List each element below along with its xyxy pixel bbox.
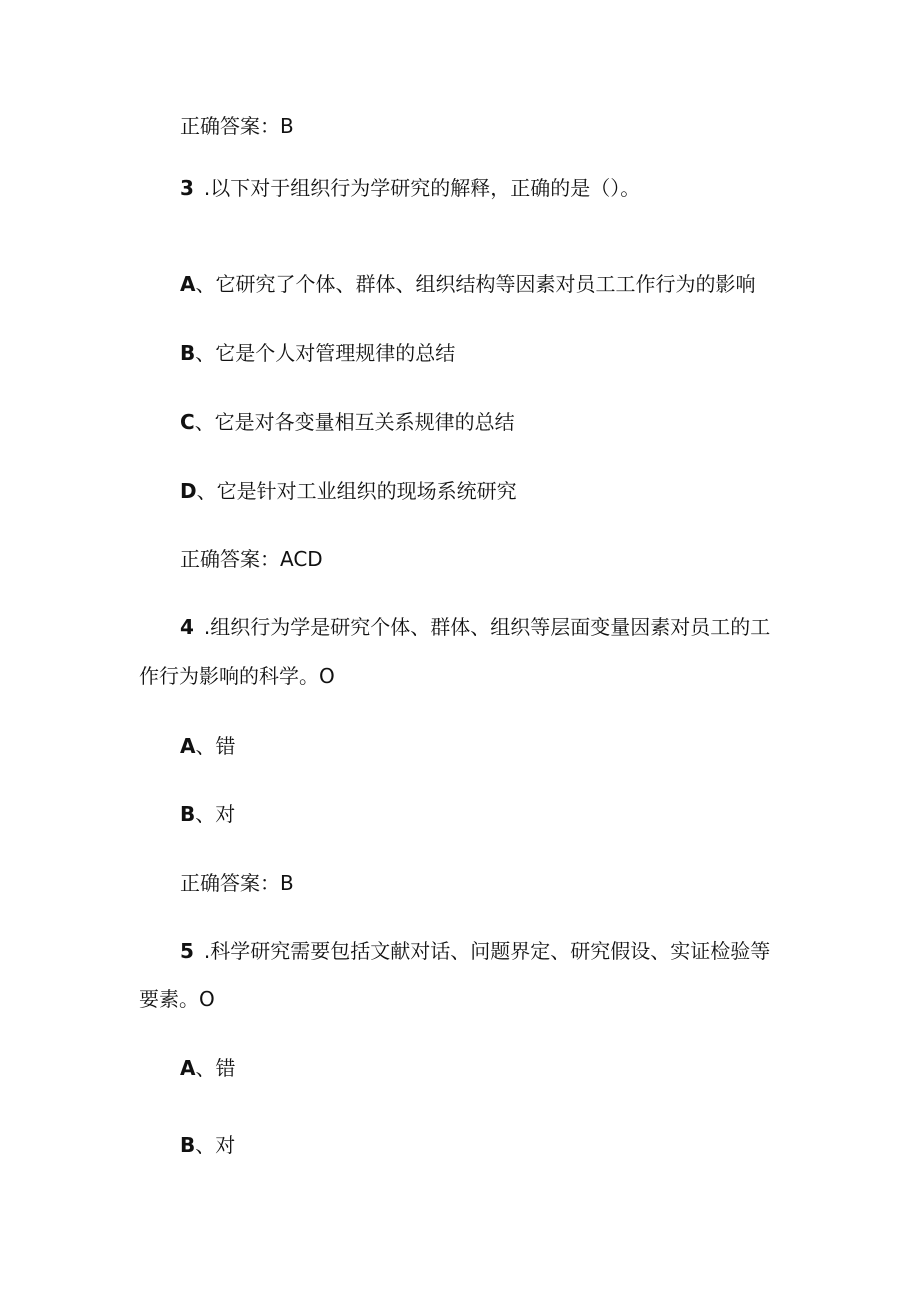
- option-b: [180, 339, 455, 367]
- option-c: [180, 408, 515, 436]
- option-text: 、它是个人对管理规律的总结: [195, 341, 456, 365]
- option-d: [180, 477, 517, 505]
- option-a: [180, 732, 235, 760]
- answer-q2: 正确答案：B: [180, 114, 294, 138]
- option-text: 、错: [195, 1056, 236, 1080]
- option-letter: C: [180, 410, 195, 434]
- option-letter: B: [180, 802, 196, 826]
- question-4: [180, 613, 770, 641]
- question-text: .以下对于组织行为学研究的解释，正确的是（）。: [203, 176, 641, 200]
- question-number: 4: [180, 615, 194, 639]
- question-5-cont: 要素。O: [139, 987, 215, 1011]
- question-4-cont: 作行为影响的科学。O: [139, 664, 335, 688]
- option-text: 、对: [195, 1133, 236, 1157]
- question-number: 3: [180, 176, 194, 200]
- question-3: [180, 174, 640, 202]
- option-text: 、错: [195, 734, 236, 758]
- option-letter: A: [180, 1056, 196, 1080]
- question-text: .科学研究需要包括文献对话、问题界定、研究假设、实证检验等: [203, 939, 771, 963]
- answer-q4: 正确答案：B: [180, 871, 294, 895]
- answer-q3: 正确答案：ACD: [180, 547, 323, 571]
- question-5: [180, 937, 770, 965]
- option-letter: D: [180, 479, 197, 503]
- question-number: 5: [180, 939, 194, 963]
- option-text: 、它是针对工业组织的现场系统研究: [196, 479, 517, 503]
- option-text: 、它研究了个体、群体、组织结构等因素对员工工作行为的影响: [195, 272, 756, 296]
- option-letter: A: [180, 734, 196, 758]
- option-b: [180, 800, 235, 828]
- option-a: [180, 1054, 235, 1082]
- option-text: 、对: [195, 802, 236, 826]
- option-b: [180, 1131, 235, 1159]
- option-a: [180, 270, 755, 298]
- option-letter: A: [180, 272, 196, 296]
- option-letter: B: [180, 341, 196, 365]
- option-letter: B: [180, 1133, 196, 1157]
- option-text: 、它是对各变量相互关系规律的总结: [194, 410, 515, 434]
- question-text: .组织行为学是研究个体、群体、组织等层面变量因素对员工的工: [203, 615, 771, 639]
